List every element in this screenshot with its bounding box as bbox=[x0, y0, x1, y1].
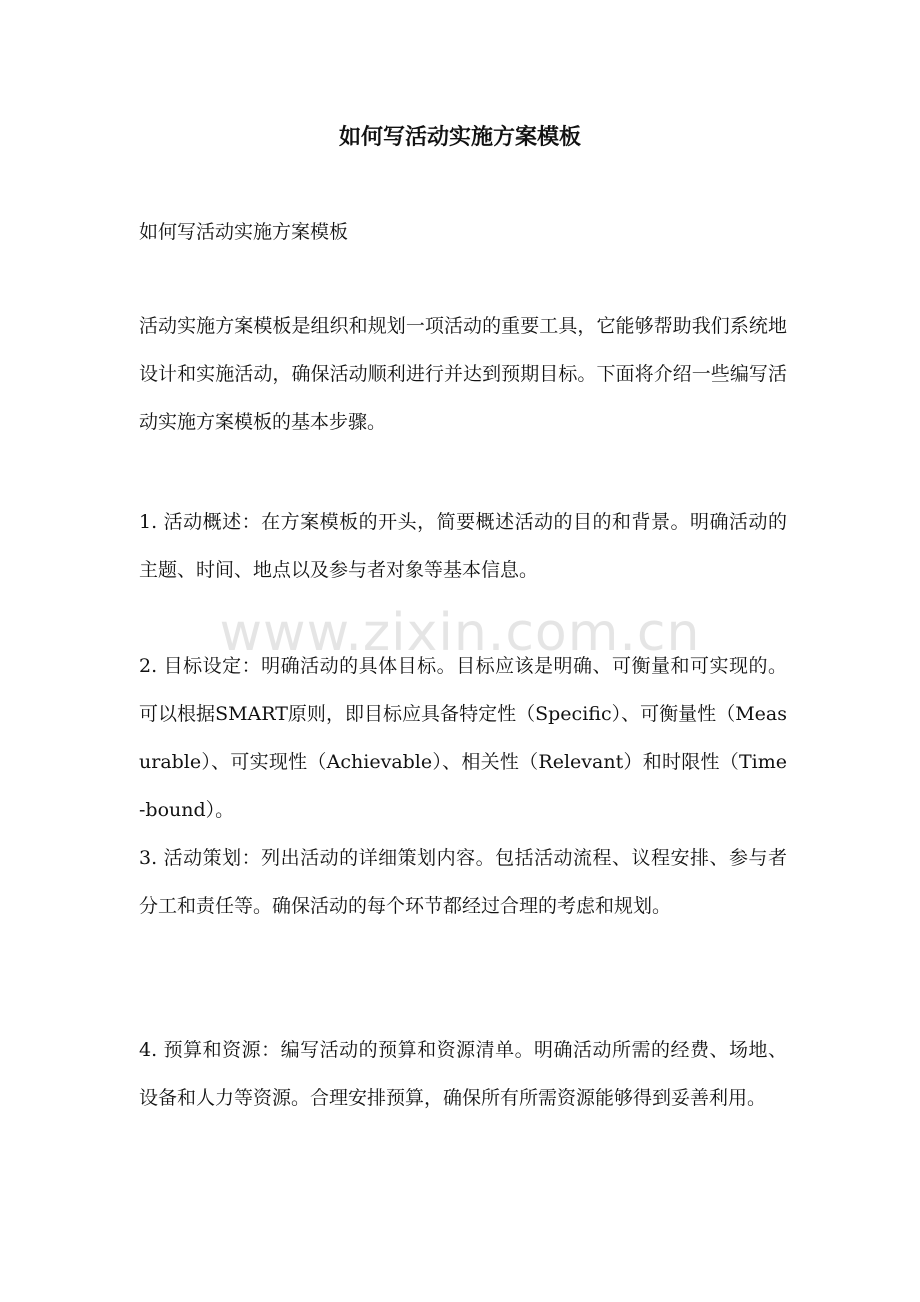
watermark: www.zixin.com.cn bbox=[219, 603, 701, 663]
step-3-paragraph: 3. 活动策划：列出活动的详细策划内容。包括活动流程、议程安排、参与者分工和责任等。确保活动的每个环节都经过合理的考虑和规划。 bbox=[139, 847, 787, 917]
step-4-paragraph: 4. 预算和资源：编写活动的预算和资源清单。明确活动所需的经费、场地、设备和人力等资源。合理安排预算，确保所有所需资源能够得到妥善利用。 bbox=[139, 1039, 787, 1109]
step-1-paragraph: 1. 活动概述：在方案模板的开头，简要概述活动的目的和背景。明确活动的主题、时间、地点以及参与者对象等基本信息。 bbox=[139, 511, 787, 581]
step-2-paragraph: 2. 目标设定：明确活动的具体目标。目标应该是明确、可衡量和可实现的。可以根据SMART原则，即目标应具备特定性（Specific）、可衡量性（Measurable）、可实现性（Achievable）、相关性（Relevant）和时限性（Time-bound）。 bbox=[139, 655, 787, 821]
document-subtitle: 如何写活动实施方案模板 bbox=[139, 221, 349, 243]
document-title: 如何写活动实施方案模板 bbox=[338, 124, 581, 150]
intro-paragraph: 活动实施方案模板是组织和规划一项活动的重要工具，它能够帮助我们系统地设计和实施活动，确保活动顺利进行并达到预期目标。下面将介绍一些编写活动实施方案模板的基本步骤。 bbox=[139, 315, 787, 433]
